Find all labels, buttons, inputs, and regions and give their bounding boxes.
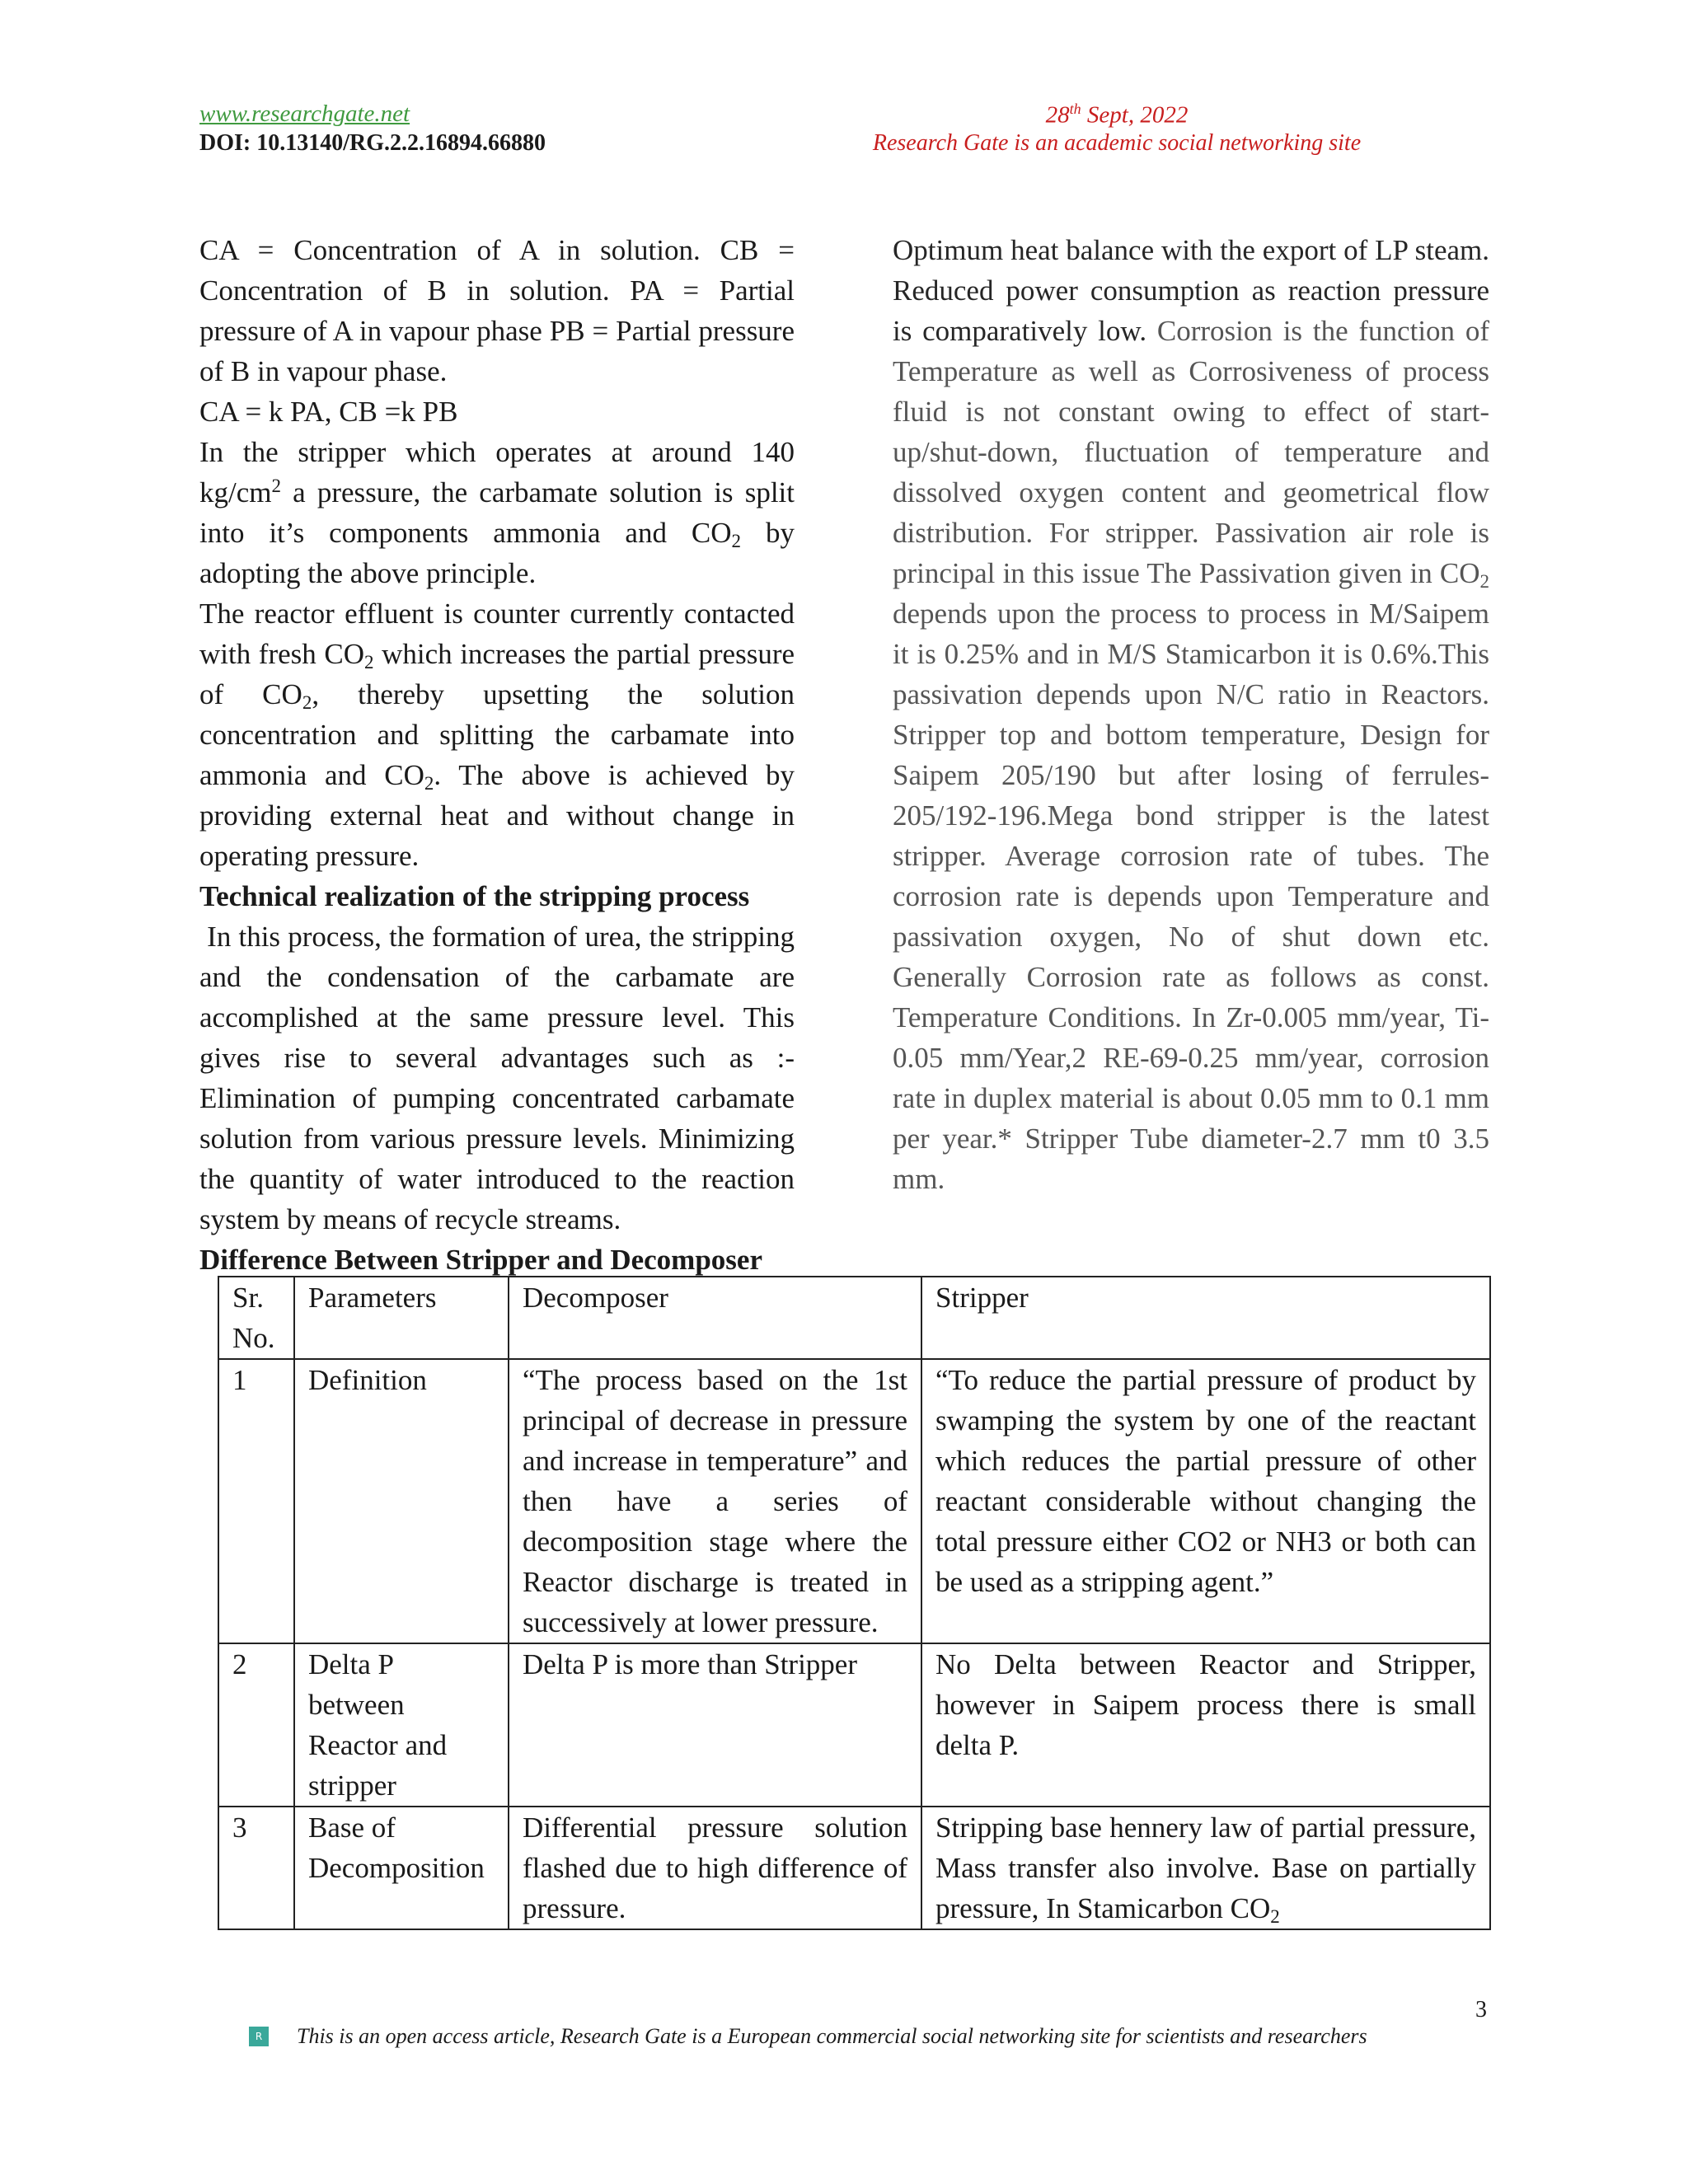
paragraph-definitions: CA = Concentration of A in solution. CB = Concentration of B in solution. PA = Partial pressure of A in vapour phase PB = Partial pressure of B in vapour phase.: [199, 234, 795, 387]
table-row: [218, 1359, 1490, 1643]
section-heading-difference: Difference Between Stripper and Decomposer: [199, 1244, 762, 1276]
cell-sr: 3: [218, 1807, 294, 1929]
cell-decomposer: Differential pressure solution flashed due to high difference of pressure.: [509, 1807, 921, 1929]
paragraph-stripping-process: In this process, the formation of urea, the stripping and the condensation of the carbamate are accomplished at the same pressure level. This gives rise to several advantages such as :- Elimination of pumping concentrated carbamate solution from various pressure levels. Minimizing the quantity of water introduced to the reaction system by means of recycle streams.: [199, 921, 802, 1235]
cell-stripper: “To reduce the partial pressure of product by swamping the system by one of the reactant which reduces the partial pressure of other reactant considerable without changing the total pressure either CO2 or NH3 or both can be used as a stripping agent.”: [921, 1359, 1490, 1643]
publication-date: 28th Sept, 2022: [1045, 101, 1189, 129]
doi-label: DOI: [199, 130, 243, 156]
left-column: [199, 230, 802, 1280]
table-row: [218, 1643, 1490, 1807]
footer-text: This is an open access article, Research Gate is a European commercial social networking site for scientists and researchers: [297, 2024, 1367, 2048]
cell-decomposer: “The process based on the 1st principal of decrease in pressure and increase in temperature” and then have a series of decomposition stage where the Reactor discharge is treated in successively at lower pressure.: [509, 1359, 921, 1643]
cell-stripper: No Delta between Reactor and Stripper, however in Saipem process there is small delta P.: [921, 1643, 1490, 1807]
doi-line: [199, 130, 546, 157]
header-stripper: Stripper: [921, 1277, 1490, 1359]
header-parameters: Parameters: [294, 1277, 509, 1359]
cell-stripper: Stripping base hennery law of partial pressure, Mass transfer also involve. Base on partially pressure, In Stamicarbon $CO_2$: [921, 1807, 1490, 1929]
cell-parameter: Definition: [294, 1359, 509, 1643]
cell-sr: 2: [218, 1643, 294, 1807]
cell-parameter: Base of Decomposition: [294, 1807, 509, 1929]
page-number: 3: [1475, 1997, 1487, 2022]
doi-value: : 10.13140/RG.2.2.16894.66880: [242, 130, 546, 156]
cell-sr: 1: [218, 1359, 294, 1643]
paragraph-equation: CA = k PA, CB =k PB: [199, 396, 458, 428]
paragraph-stripper-operation: In the stripper which operates at around 140 $kg/cm^2$ a pressure, the carbamate solution is split into it’s components ammonia and $CO_2$ by adopting the above principle.: [199, 436, 795, 589]
text-heat-balance: Optimum heat balance with the export of LP steam. Reduced power consumption as reaction pressure is comparatively low.: [893, 234, 1489, 347]
header-subtitle: Research Gate is an academic social networking site: [872, 130, 1362, 156]
header-sr-no: Sr. No.: [218, 1277, 294, 1359]
paragraph-corrosion: Optimum heat balance with the export of LP steam. Reduced power consumption as reaction pressure is comparatively low. Corrosion is the function of Temperature as well as Corrosiveness of process fluid is not constant owing to effect of start-up/shut-down, fluctuation of temperature and dissolved oxygen content and geometrical flow distribution. For stripper. Passivation air role is principal in this issue The Passivation given in $CO_2$ depends upon the process to process in M/Saipem it is 0.25% and in M/S Stamicarbon it is 0.6%.This passivation depends upon N/C ratio in Reactors. Stripper top and bottom temperature, Design for Saipem 205/190 but after losing of ferrules-205/192-196.Mega bond stripper is the latest stripper. Average corrosion rate of tubes. The corrosion rate is depends upon Temperature and passivation oxygen, No of shut down etc. Generally Corrosion rate as follows as const. Temperature Conditions. In Zr-0.005 mm/year, Ti-0.05 mm/Year,2 RE-69-0.25 mm/year, corrosion rate in duplex material is about 0.05 mm to 0.1 mm per year.* Stripper Tube diameter-2.7 mm t0 3.5 mm.: [893, 234, 1489, 1195]
researchgate-logo-icon: R: [249, 2027, 269, 2046]
cell-decomposer: Delta P is more than Stripper: [509, 1643, 921, 1807]
table-header-row: [218, 1277, 1490, 1359]
header-decomposer: Decomposer: [509, 1277, 921, 1359]
comparison-table: [218, 1276, 1491, 1930]
right-column: [893, 230, 1489, 1199]
website-link[interactable]: www.researchgate.net: [199, 101, 410, 127]
paragraph-reactor-effluent: The reactor effluent is counter currently contacted with fresh $CO_2$ which increases the partial pressure of $CO_2$, thereby upsetting the solution concentration and splitting the carbamate into ammonia and $CO_2$. The above is achieved by providing external heat and without change in operating pressure.: [199, 598, 795, 872]
table-row: [218, 1807, 1490, 1929]
section-heading-technical-realization: Technical realization of the stripping process: [199, 880, 750, 912]
cell-parameter: Delta P between Reactor and stripper: [294, 1643, 509, 1807]
